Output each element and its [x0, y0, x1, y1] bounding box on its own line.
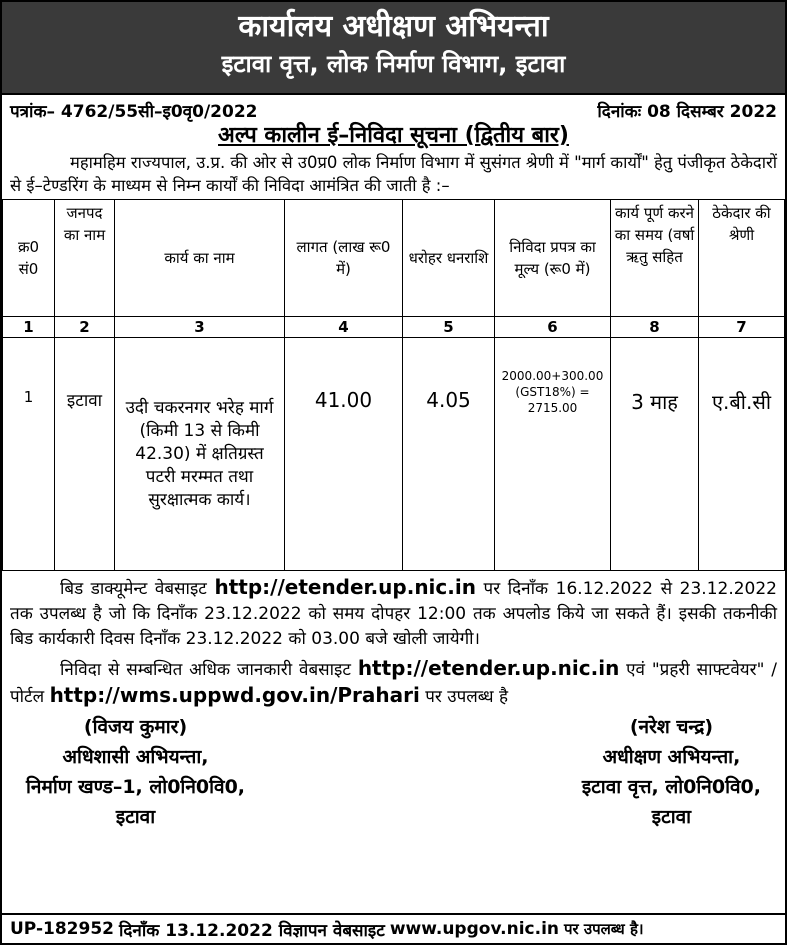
notice-title: अल्प कालीन ई–निविदा सूचना (द्वितीय बार)	[218, 123, 569, 148]
footer-bar	[2, 913, 785, 943]
col-header-cost: लागत (लाख रू0 में)	[285, 200, 403, 317]
office-address: इटावा वृत्त, लोक निर्माण विभाग, इटावा	[221, 50, 566, 78]
column-number: 3	[115, 317, 285, 338]
col-header-tender-fee: निविदा प्रपत्र का मूल्य (रू0 में)	[495, 200, 611, 317]
row-district: इटावा	[55, 338, 115, 571]
signatory-place: इटावा	[651, 806, 692, 828]
row-work-name: उदी चकरनगर भरेह मार्ग (किमी 13 से किमी 42.30) में क्षतिग्रस्त पटरी मरम्मत तथा सुरक्षात्मक कार्य।	[115, 338, 285, 571]
para1-text: बिड डाक्यूमेन्ट वेबसाइट	[60, 579, 215, 599]
prahari-link[interactable]: http://wms.uppwd.gov.in/Prahari	[49, 683, 420, 707]
etender-link-2[interactable]: http://etender.up.nic.in	[357, 656, 620, 680]
signatory-title: अधिशासी अभियन्ता,	[62, 746, 209, 768]
etender-link[interactable]: http://etender.up.nic.in	[214, 575, 476, 599]
column-number-row	[3, 317, 785, 338]
signatory-name: (नरेश चन्द्र)	[629, 716, 714, 738]
bid-info-paragraph	[2, 571, 785, 652]
column-number: 6	[495, 317, 611, 338]
column-number: 8	[611, 317, 699, 338]
more-info-paragraph	[2, 652, 785, 710]
para2-text-2: एवं "प्रहरी साफ्टवेयर" / पोर्टल	[10, 660, 778, 707]
table-header-row	[3, 200, 785, 317]
col-header-sno: क्र0 सं0	[3, 200, 55, 317]
column-number: 4	[285, 317, 403, 338]
table-row	[3, 338, 785, 571]
office-header	[2, 2, 785, 95]
tender-table	[2, 199, 785, 571]
row-cost: 41.00	[285, 338, 403, 571]
row-duration: 3 माह	[611, 338, 699, 571]
col-header-deposit: धरोहर धनराशि	[403, 200, 495, 317]
para2-text-3: पर उपलब्ध है	[419, 687, 508, 707]
para2-text: निविदा से सम्बन्धित अधिक जानकारी वेबसाइट	[60, 660, 358, 680]
row-category: ए.बी.सी	[699, 338, 785, 571]
para1-text-2: पर दिनाँक 16.12.2022 से 23.12.2022 तक उपलब्ध है जो कि दिनाँक 23.12.2022 को समय दोपहर 12:00 तक अपलोड किये जा सकते हैं। इसकी तकनीकी बिड कार्यकारी दिवस दिनाँक 23.12.2022 को 03.00 बजे खोली जायेगी।	[10, 579, 777, 649]
row-deposit: 4.05	[403, 338, 495, 571]
col-header-district: जनपद का नाम	[55, 200, 115, 317]
column-number: 7	[699, 317, 785, 338]
col-header-category: ठेकेदार की श्रेणी	[699, 200, 785, 317]
row-tender-fee: 2000.00+300.00 (GST18%) = 2715.00	[495, 338, 611, 571]
letter-number: पत्रांक– 4762/55सी–इ0वृ0/2022	[10, 102, 258, 122]
intro-paragraph: महामहिम राज्यपाल, उ.प्र. की ओर से उ0प्र0 लोक निर्माण विभाग में सुसंगत श्रेणी में "मार्ग कार्यों" हेतु पंजीकृत ठेकेदारों से ई–टेण्डरिंग के माध्यम से निम्न कार्यों की निविदा आमंत्रित की जाती है :–	[10, 153, 777, 195]
ad-code: UP-182952	[10, 919, 114, 939]
column-number: 1	[3, 317, 55, 338]
signatory-office: निर्माण खण्ड–1, लो0नि0वि0,	[26, 776, 246, 798]
footer-text-2: पर उपलब्ध है।	[564, 920, 644, 938]
letter-meta	[2, 95, 785, 121]
signature-block	[2, 710, 785, 832]
letter-date: दिनांकः 08 दिसम्बर 2022	[597, 102, 777, 122]
column-number: 2	[55, 317, 115, 338]
signatory-place: इटावा	[115, 806, 156, 828]
signatory-title: अधीक्षण अभियन्ता,	[602, 746, 741, 768]
office-name: कार्यालय अधीक्षण अभियन्ता	[238, 9, 549, 44]
column-number: 5	[403, 317, 495, 338]
col-header-work: कार्य का नाम	[115, 200, 285, 317]
signature-left	[26, 712, 245, 832]
signatory-name: (विजय कुमार)	[83, 716, 188, 738]
signatory-office: इटावा वृत्त, लो0नि0वि0,	[581, 776, 761, 798]
row-sno: 1	[3, 338, 55, 571]
col-header-duration: कार्य पूर्ण करने का समय (वर्षा ऋतु सहित	[611, 200, 699, 317]
footer-site-link[interactable]: www.upgov.nic.in	[389, 919, 559, 939]
footer-text: दिनाँक 13.12.2022 विज्ञापन वेबसाइट	[119, 920, 385, 941]
signature-right	[582, 712, 761, 832]
